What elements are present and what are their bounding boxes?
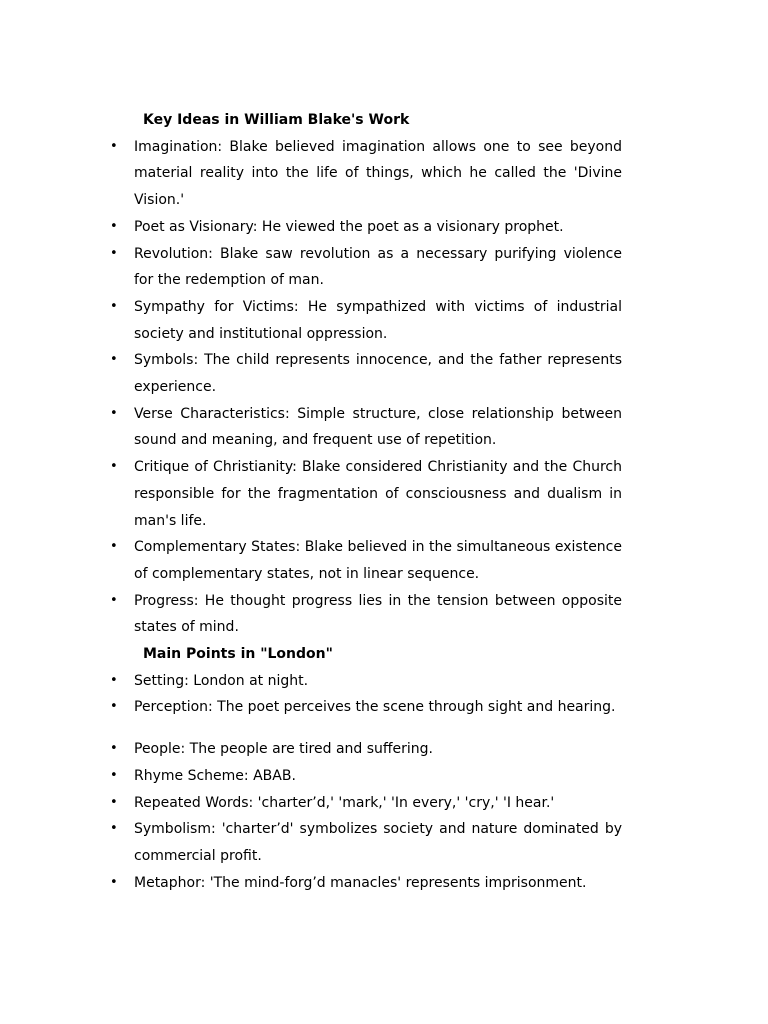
document-content [108,107,622,896]
list-item: • Complementary States: Blake believed in the simultaneous existence of complementary states, not in linear sequence. [108,534,622,587]
bullet-icon: • [110,138,118,154]
bullet-icon: • [110,352,118,368]
bullet-icon: • [110,767,118,783]
paragraph-gap [108,721,622,736]
list-item: • Critique of Christianity: Blake considered Christianity and the Church responsible for the fragmentation of consciousness and dualism in man's life. [108,454,622,534]
list-item: • Revolution: Blake saw revolution as a necessary purifying violence for the redemption of man. [108,241,622,294]
list-item: • Symbols: The child represents innocence, and the father represents experience. [108,347,622,400]
bullet-icon: • [110,821,118,837]
bullet-icon: • [110,245,118,261]
bullet-icon: • [110,539,118,555]
bullet-icon: • [110,794,118,810]
section-heading-key-ideas: Key Ideas in William Blake's Work [143,112,410,128]
bullet-icon: • [110,459,118,475]
london-points-list [108,668,622,721]
list-item: • People: The people are tired and suffering. [108,736,622,763]
bullet-icon: • [110,699,118,715]
bullet-icon: • [110,218,118,234]
list-item: • Rhyme Scheme: ABAB. [108,763,622,790]
list-item: • Progress: He thought progress lies in the tension between opposite states of mind. [108,588,622,641]
bullet-icon: • [110,672,118,688]
list-item: • Imagination: Blake believed imagination allows one to see beyond material reality into the life of things, which he called the 'Divine Vision.' [108,134,622,214]
key-ideas-list [108,134,622,641]
list-item: • Verse Characteristics: Simple structure, close relationship between sound and meaning, and frequent use of repetition. [108,401,622,454]
bullet-icon: • [110,405,118,421]
bullet-icon: • [110,741,118,757]
list-item: • Setting: London at night. [108,668,622,695]
london-points-list-continued [108,736,622,896]
list-item: • Metaphor: 'The mind-forg’d manacles' represents imprisonment. [108,870,622,897]
list-item: • Repeated Words: 'charter’d,' 'mark,' 'In every,' 'cry,' 'I hear.' [108,790,622,817]
bullet-icon: • [110,592,118,608]
bullet-icon: • [110,874,118,890]
section-heading-london: Main Points in "London" [143,646,333,663]
list-item: • Sympathy for Victims: He sympathized with victims of industrial society and institutional oppression. [108,294,622,347]
bullet-icon: • [110,298,118,314]
list-item: • Perception: The poet perceives the scene through sight and hearing. [108,694,622,721]
list-item: • Poet as Visionary: He viewed the poet as a visionary prophet. [108,214,622,241]
list-item: • Symbolism: 'charter’d' symbolizes society and nature dominated by commercial profit. [108,816,622,869]
